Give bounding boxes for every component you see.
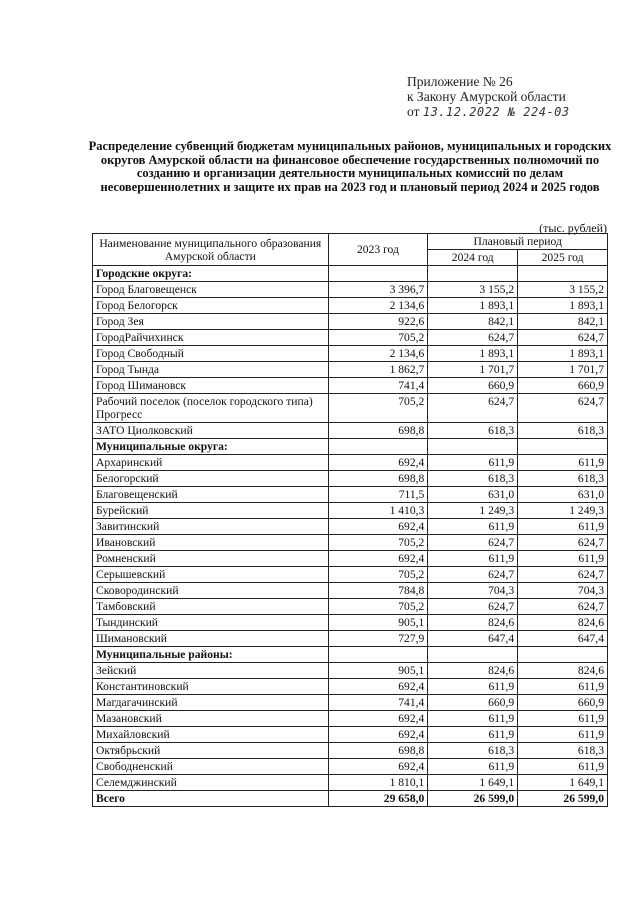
row-name: Город Благовещенск [93, 282, 329, 298]
value-2025: 647,4 [518, 631, 608, 647]
row-name: ГородРайчихинск [93, 330, 329, 346]
value-2025: 1 649,1 [518, 775, 608, 791]
value-2023: 705,2 [328, 330, 428, 346]
value-2023: 741,4 [328, 378, 428, 394]
row-name: Ромненский [93, 551, 329, 567]
value-2025: 660,9 [518, 695, 608, 711]
value-2024: 824,6 [428, 615, 518, 631]
empty-cell [518, 266, 608, 282]
row-name: Ивановский [93, 535, 329, 551]
total-2024: 26 599,0 [428, 791, 518, 807]
value-2023: 922,6 [328, 314, 428, 330]
empty-cell [518, 439, 608, 455]
table-row [93, 695, 608, 711]
table-row [93, 743, 608, 759]
table-row [93, 711, 608, 727]
value-2024: 611,9 [428, 727, 518, 743]
row-name: Белогорский [93, 471, 329, 487]
table-row [93, 663, 608, 679]
row-name: Благовещенский [93, 487, 329, 503]
value-2025: 704,3 [518, 583, 608, 599]
value-2023: 1 862,7 [328, 362, 428, 378]
table-row [93, 423, 608, 439]
value-2023: 692,4 [328, 679, 428, 695]
value-2023: 692,4 [328, 551, 428, 567]
section-title: Муниципальные округа: [93, 439, 329, 455]
table-row [93, 679, 608, 695]
value-2024: 624,7 [428, 535, 518, 551]
value-2025: 624,7 [518, 567, 608, 583]
value-2024: 611,9 [428, 711, 518, 727]
value-2025: 660,9 [518, 378, 608, 394]
value-2024: 660,9 [428, 378, 518, 394]
row-name: Константиновский [93, 679, 329, 695]
table-row [93, 298, 608, 314]
total-row [93, 791, 608, 807]
value-2023: 3 396,7 [328, 282, 428, 298]
row-name: Свободненский [93, 759, 329, 775]
value-2024: 704,3 [428, 583, 518, 599]
value-2023: 692,4 [328, 519, 428, 535]
value-2023: 727,9 [328, 631, 428, 647]
appendix-number: Приложение № 26 [407, 74, 513, 89]
value-2025: 842,1 [518, 314, 608, 330]
row-name: Город Белогорск [93, 298, 329, 314]
value-2023: 741,4 [328, 695, 428, 711]
table-row [93, 519, 608, 535]
section-title: Городские округа: [93, 266, 329, 282]
value-2025: 611,9 [518, 727, 608, 743]
empty-cell [428, 266, 518, 282]
value-2025: 611,9 [518, 455, 608, 471]
table-row [93, 378, 608, 394]
value-2024: 660,9 [428, 695, 518, 711]
value-2023: 692,4 [328, 711, 428, 727]
value-2024: 842,1 [428, 314, 518, 330]
total-label: Всего [93, 791, 329, 807]
table-header-row [93, 234, 608, 250]
value-2023: 705,2 [328, 394, 428, 423]
value-2024: 1 893,1 [428, 346, 518, 362]
row-name: Город Шимановск [93, 378, 329, 394]
value-2023: 711,5 [328, 487, 428, 503]
row-name: Магдагачинский [93, 695, 329, 711]
value-2024: 3 155,2 [428, 282, 518, 298]
value-2025: 624,7 [518, 394, 608, 423]
row-name: Октябрьский [93, 743, 329, 759]
value-2025: 611,9 [518, 711, 608, 727]
table-row [93, 487, 608, 503]
value-2023: 705,2 [328, 599, 428, 615]
value-2025: 611,9 [518, 679, 608, 695]
value-2023: 2 134,6 [328, 346, 428, 362]
header-2023: 2023 год [328, 234, 428, 266]
total-2025: 26 599,0 [518, 791, 608, 807]
value-2023: 698,8 [328, 423, 428, 439]
row-name: Рабочий поселок (поселок городского типа) Прогресс [93, 394, 329, 423]
empty-cell [428, 439, 518, 455]
table-row [93, 455, 608, 471]
value-2025: 824,6 [518, 663, 608, 679]
value-2023: 1 410,3 [328, 503, 428, 519]
value-2024: 618,3 [428, 471, 518, 487]
section-row [93, 647, 608, 663]
row-name: Селемджинский [93, 775, 329, 791]
table-row [93, 346, 608, 362]
value-2024: 1 701,7 [428, 362, 518, 378]
section-row [93, 266, 608, 282]
value-2025: 1 893,1 [518, 346, 608, 362]
value-2023: 692,4 [328, 727, 428, 743]
value-2023: 698,8 [328, 743, 428, 759]
value-2025: 618,3 [518, 423, 608, 439]
table-row [93, 727, 608, 743]
appendix-date-prefix: от [407, 104, 420, 119]
empty-cell [328, 266, 428, 282]
row-name: Тындинский [93, 615, 329, 631]
value-2024: 611,9 [428, 455, 518, 471]
table-row [93, 599, 608, 615]
row-name: ЗАТО Циолковский [93, 423, 329, 439]
value-2025: 3 155,2 [518, 282, 608, 298]
empty-cell [328, 439, 428, 455]
empty-cell [428, 647, 518, 663]
header-planned: Плановый период [428, 234, 608, 250]
value-2023: 705,2 [328, 535, 428, 551]
value-2025: 618,3 [518, 471, 608, 487]
value-2024: 611,9 [428, 551, 518, 567]
value-2023: 692,4 [328, 455, 428, 471]
value-2024: 647,4 [428, 631, 518, 647]
document-title: Распределение субвенций бюджетам муниципальных районов, муниципальных и городских округов Амурской области на финансовое обеспечение государственных полномочий по созданию и организации деятельности муниципальных комиссий по делам несовершеннолетних и защите их прав на 2023 год и плановый период 2024 и 2025 годов [88, 139, 612, 194]
value-2024: 1 649,1 [428, 775, 518, 791]
value-2023: 1 810,1 [328, 775, 428, 791]
row-name: Город Тында [93, 362, 329, 378]
table-row [93, 615, 608, 631]
appendix-reference [407, 74, 570, 120]
header-2025: 2025 год [518, 250, 608, 266]
row-name: Архаринский [93, 455, 329, 471]
value-2024: 1 893,1 [428, 298, 518, 314]
value-2025: 611,9 [518, 519, 608, 535]
table-row [93, 775, 608, 791]
header-name: Наименование муниципального образования Амурской области [93, 234, 329, 266]
table-row [93, 759, 608, 775]
table-row [93, 282, 608, 298]
section-row [93, 439, 608, 455]
empty-cell [518, 647, 608, 663]
row-name: Город Свободный [93, 346, 329, 362]
value-2023: 905,1 [328, 663, 428, 679]
table-row [93, 471, 608, 487]
row-name: Зейский [93, 663, 329, 679]
row-name: Завитинский [93, 519, 329, 535]
value-2025: 624,7 [518, 599, 608, 615]
section-title: Муниципальные районы: [93, 647, 329, 663]
row-name: Город Зея [93, 314, 329, 330]
value-2024: 611,9 [428, 759, 518, 775]
value-2024: 1 249,3 [428, 503, 518, 519]
row-name: Михайловский [93, 727, 329, 743]
table-row [93, 314, 608, 330]
row-name: Бурейский [93, 503, 329, 519]
table-row [93, 551, 608, 567]
row-name: Серышевский [93, 567, 329, 583]
row-name: Сковородинский [93, 583, 329, 599]
value-2023: 698,8 [328, 471, 428, 487]
total-2023: 29 658,0 [328, 791, 428, 807]
value-2024: 824,6 [428, 663, 518, 679]
value-2025: 624,7 [518, 330, 608, 346]
value-2023: 692,4 [328, 759, 428, 775]
empty-cell [328, 647, 428, 663]
value-2025: 624,7 [518, 535, 608, 551]
value-2025: 1 701,7 [518, 362, 608, 378]
value-2024: 618,3 [428, 743, 518, 759]
table-row [93, 583, 608, 599]
subsidy-table [92, 233, 608, 807]
table-row [93, 567, 608, 583]
table-row [93, 362, 608, 378]
appendix-date-line [407, 104, 570, 120]
value-2024: 624,7 [428, 394, 518, 423]
value-2024: 631,0 [428, 487, 518, 503]
value-2023: 705,2 [328, 567, 428, 583]
row-name: Шимановский [93, 631, 329, 647]
value-2025: 611,9 [518, 759, 608, 775]
value-2025: 824,6 [518, 615, 608, 631]
table-row [93, 631, 608, 647]
value-2024: 611,9 [428, 679, 518, 695]
value-2024: 624,7 [428, 599, 518, 615]
table-row [93, 535, 608, 551]
appendix-law: к Закону Амурской области [407, 89, 566, 104]
value-2025: 611,9 [518, 551, 608, 567]
value-2025: 1 893,1 [518, 298, 608, 314]
value-2024: 618,3 [428, 423, 518, 439]
table-row [93, 394, 608, 423]
row-name: Тамбовский [93, 599, 329, 615]
value-2024: 624,7 [428, 567, 518, 583]
value-2025: 1 249,3 [518, 503, 608, 519]
value-2024: 624,7 [428, 330, 518, 346]
value-2025: 631,0 [518, 487, 608, 503]
value-2023: 905,1 [328, 615, 428, 631]
table-row [93, 330, 608, 346]
handwritten-date-number: 13.12.2022 № 224-03 [422, 105, 570, 119]
header-2024: 2024 год [428, 250, 518, 266]
value-2024: 611,9 [428, 519, 518, 535]
value-2023: 784,8 [328, 583, 428, 599]
value-2023: 2 134,6 [328, 298, 428, 314]
units-label: (тыс. рублей) [539, 221, 607, 235]
table-row [93, 503, 608, 519]
row-name: Мазановский [93, 711, 329, 727]
value-2025: 618,3 [518, 743, 608, 759]
